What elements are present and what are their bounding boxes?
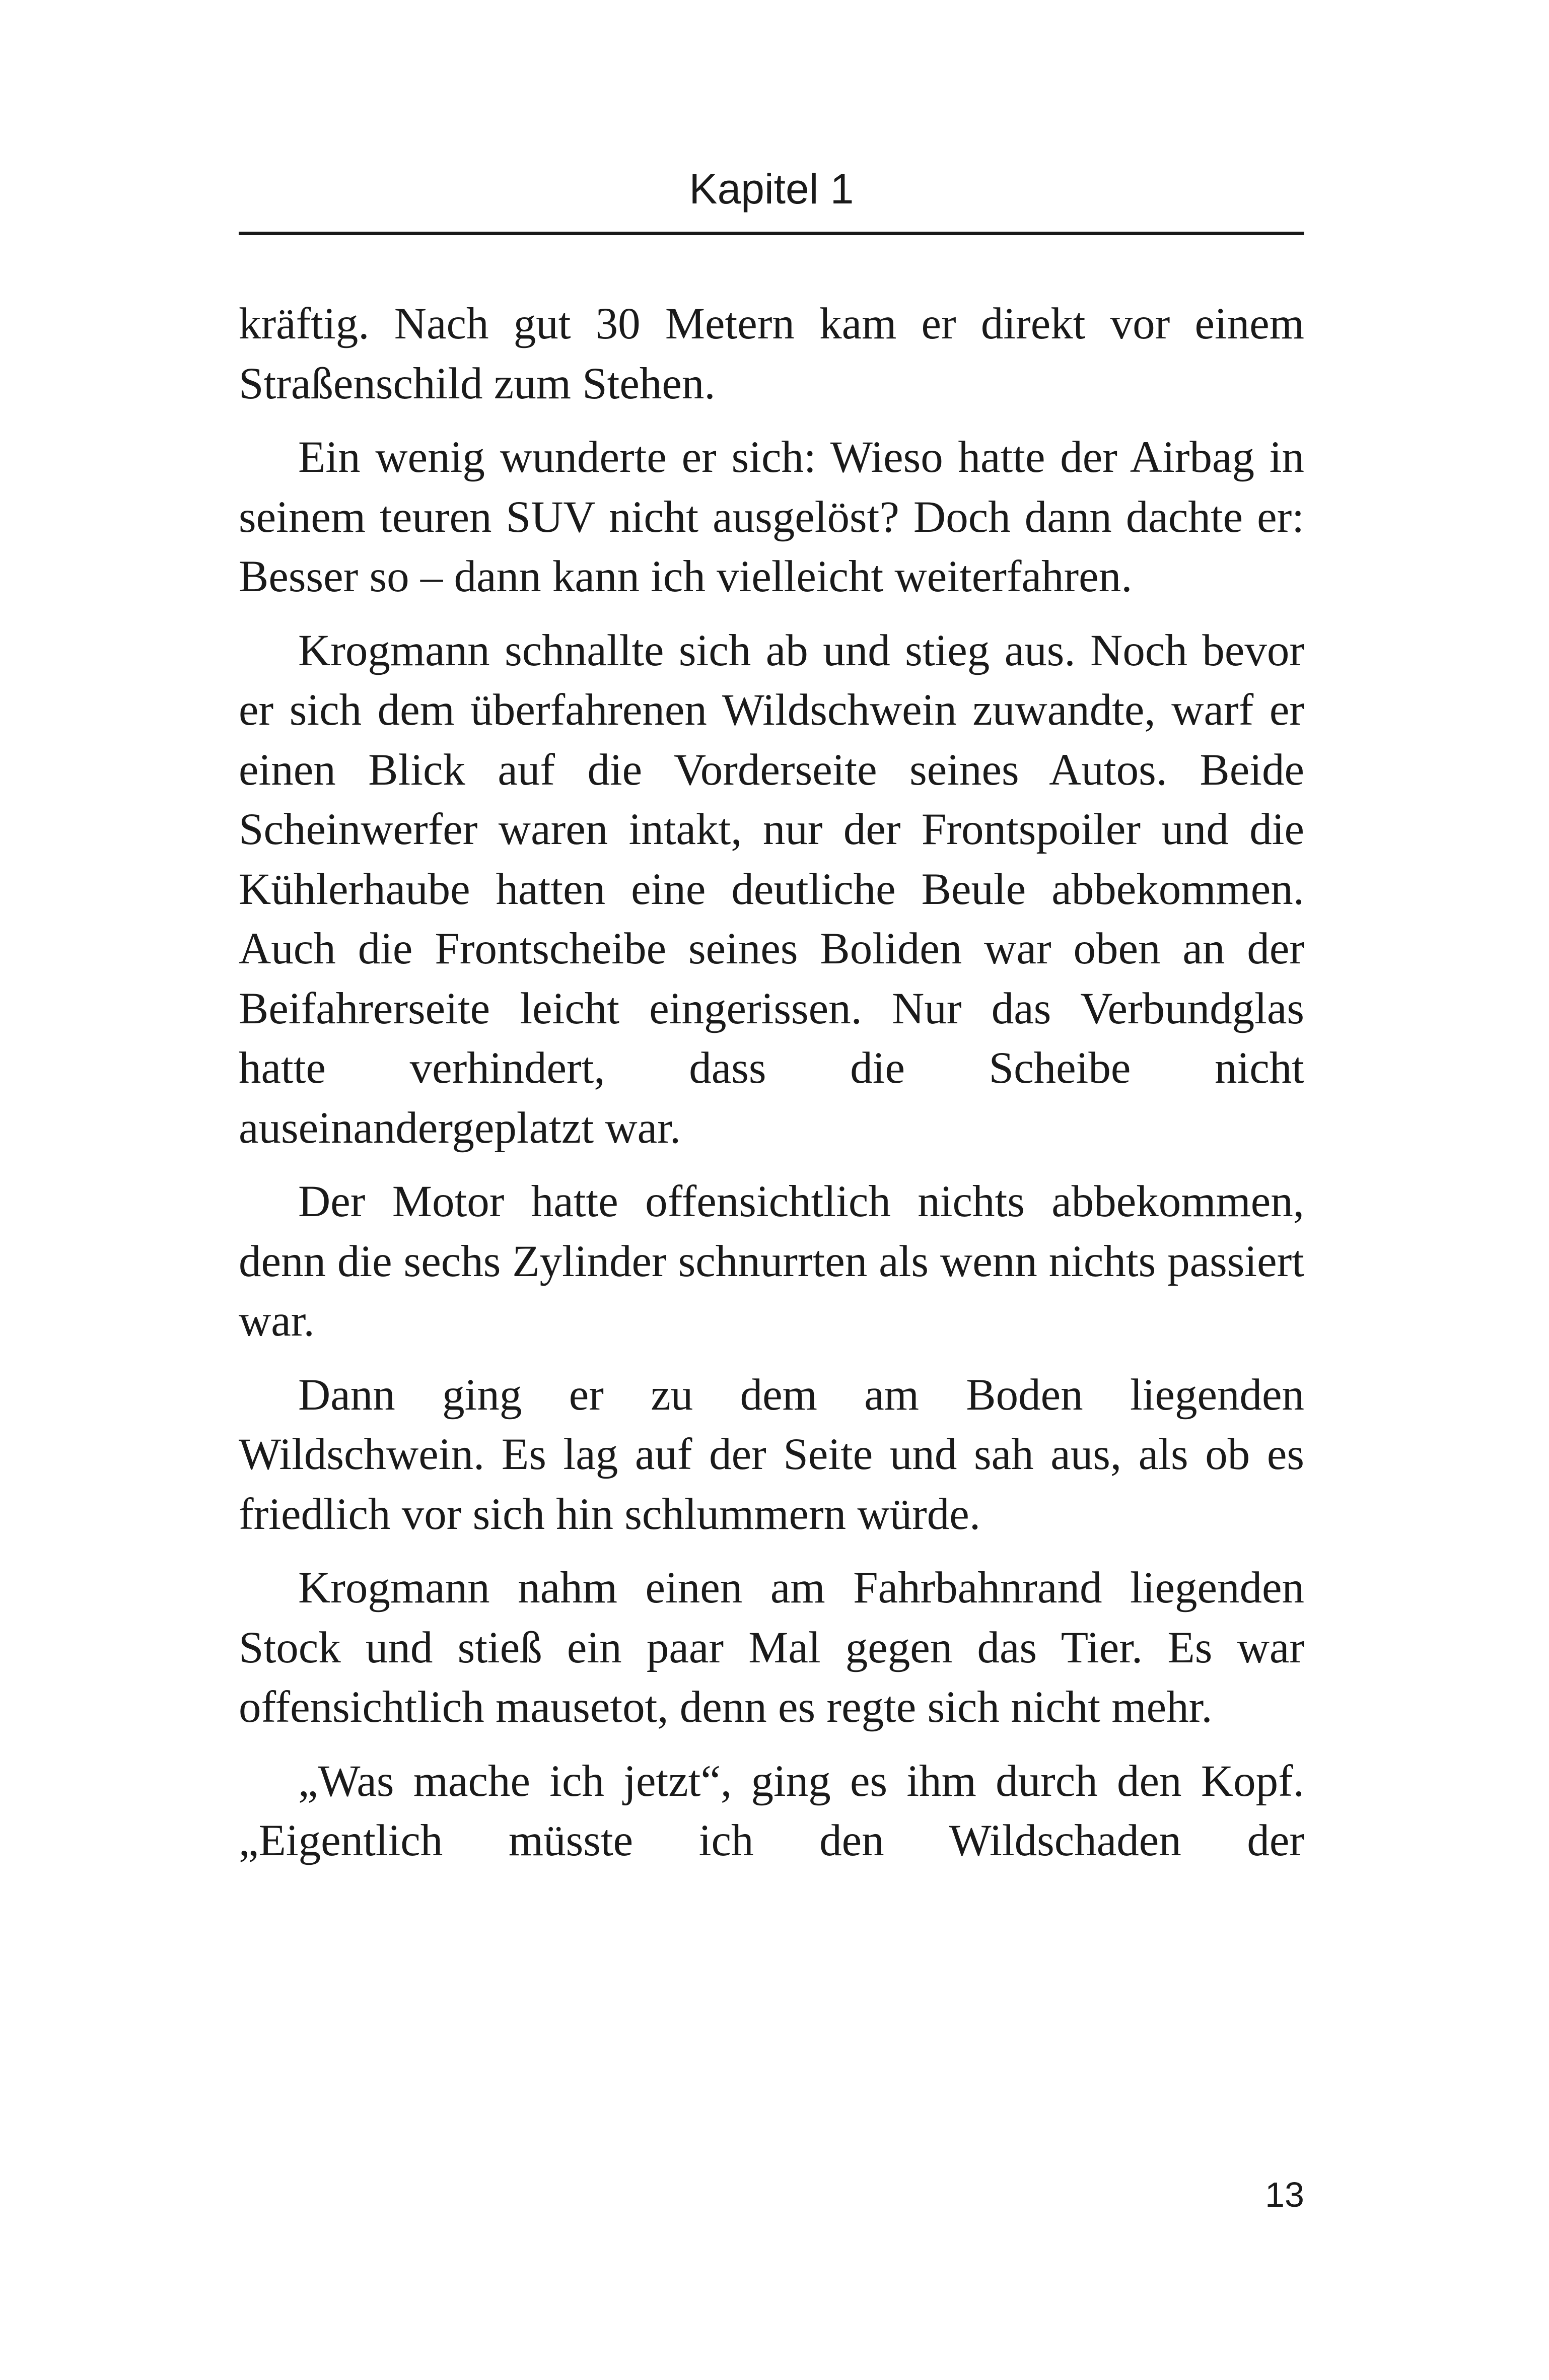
running-head-chapter-title: Kapitel 1 bbox=[689, 165, 854, 213]
paragraph-7: „Was mache ich jetzt“, ging es ihm durch den Kopf. „Eigentlich müsste ich den Wildschaden der bbox=[239, 1756, 1304, 1865]
paragraph-2: Ein wenig wunderte er sich: Wieso hatte der Airbag in seinem teuren SUV nicht ausgelöst? Doch dann dachte er: Besser so – dann kann ich vielleicht weiterfahren. bbox=[239, 433, 1304, 601]
page-number: 13 bbox=[1265, 2175, 1304, 2214]
body-text bbox=[239, 294, 1304, 1885]
paragraph-5: Dann ging er zu dem am Boden liegenden Wildschwein. Es lag auf der Seite und sah aus, als ob es friedlich vor sich hin schlummern würde. bbox=[239, 1370, 1304, 1539]
paragraph-6: Krogmann nahm einen am Fahrbahnrand liegenden Stock und stieß ein paar Mal gegen das Tier. Es war offensichtlich mausetot, denn es regte sich nicht mehr. bbox=[239, 1563, 1304, 1732]
paragraph-3: Krogmann schnallte sich ab und stieg aus. Noch bevor er sich dem überfahrenen Wildschwein zuwandte, warf er einen Blick auf die Vorderseite seines Autos. Beide Scheinwerfer waren intakt, nur der Frontspoiler und die Kühlerhaube hatten eine deutliche Beule abbekommen. Auch die Frontscheibe seines Boliden war oben an der Beifahrerseite leicht eingerissen. Nur das Verbundglas hatte verhindert, dass die Scheibe nicht auseinandergeplatzt war. bbox=[239, 625, 1304, 1153]
header-rule bbox=[239, 232, 1304, 235]
paragraph-1: kräftig. Nach gut 30 Metern kam er direkt vor einem Straßenschild zum Stehen. bbox=[239, 299, 1304, 408]
paragraph-4: Der Motor hatte offensichtlich nichts abbekommen, denn die sechs Zylinder schnurrten als wenn nichts passiert war. bbox=[239, 1177, 1304, 1346]
